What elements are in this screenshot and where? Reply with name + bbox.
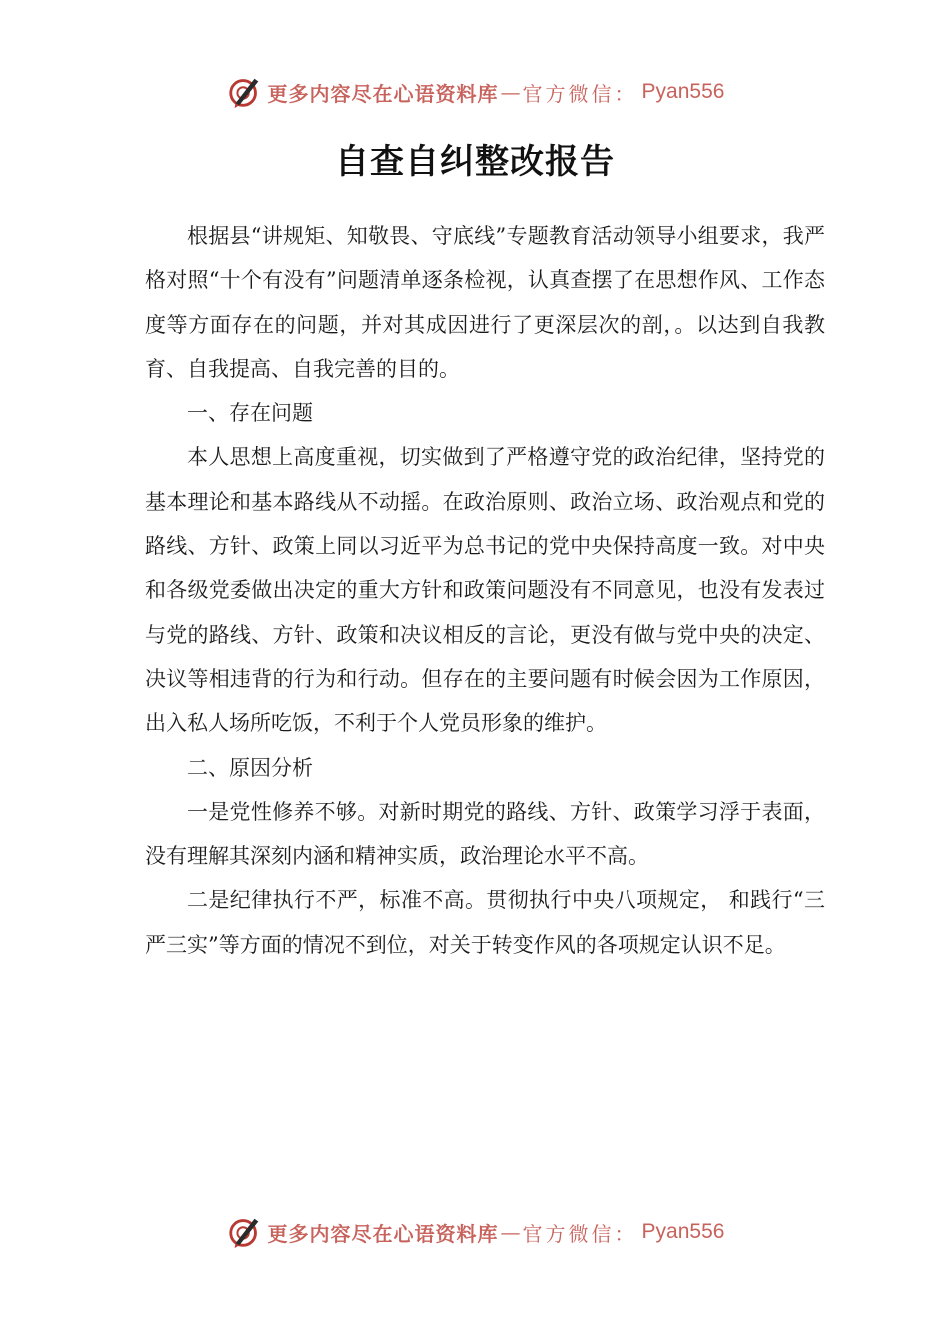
banner-wechat-label: 官方微信： bbox=[522, 81, 638, 106]
banner-brand: 更多内容尽在心语资料库 bbox=[267, 1221, 499, 1246]
footer-banner bbox=[0, 1210, 950, 1254]
pen-logo-icon bbox=[226, 73, 264, 111]
paragraph-cause-two: 二是纪律执行不严，标准不高。贯彻执行中央八项规定， 和践行“三严三实”等方面的情况不到位，对关于转变作风的各项规定认识不足。 bbox=[145, 888, 825, 957]
section-heading-causes: 二、原因分析 bbox=[187, 755, 313, 780]
banner-wechat-label: 官方微信： bbox=[522, 1221, 638, 1246]
banner-separator: — bbox=[500, 80, 521, 104]
document-body bbox=[145, 214, 825, 967]
document-title: 自查自纠整改报告 bbox=[335, 142, 615, 182]
paragraph-cause-one: 一是党性修养不够。对新时期党的路线、方针、政策学习浮于表面，没有理解其深刻内涵和精神实质，政治理论水平不高。 bbox=[145, 799, 825, 869]
banner-wechat-id: Pyan556 bbox=[641, 1220, 725, 1243]
paragraph-problems: 本人思想上高度重视，切实做到了严格遵守党的政治纪律，坚持党的基本理论和基本路线从不动摇。在政治原则、政治立场、政治观点和党的路线、方针、政策上同以习近平为总书记的党中央保持高度一致。对中央和各级党委做出决定的重大方针和政策问题没有不同意见，也没有发表过与党的路线、方针、政策和决议相反的言论，更没有做与党中央的决定、决议等相违背的行为和行动。但存在的主要问题有时候会因为工作原因，出入私人场所吃饭，不利于个人党员形象的维护。 bbox=[145, 445, 825, 736]
header-banner bbox=[0, 70, 950, 114]
banner-separator: — bbox=[500, 1220, 521, 1244]
pen-logo-icon bbox=[226, 1213, 264, 1251]
paragraph-intro: 根据县“讲规矩、知敬畏、守底线”专题教育活动领导小组要求，我严格对照“十个有没有”问题清单逐条检视，认真查摆了在思想作风、工作态度等方面存在的问题，并对其成因进行了更深层次的剖，。以达到自我教育、自我提高、自我完善的目的。 bbox=[145, 224, 825, 381]
section-heading-problems: 一、存在问题 bbox=[187, 401, 313, 426]
banner-brand: 更多内容尽在心语资料库 bbox=[267, 81, 499, 106]
banner-wechat-id: Pyan556 bbox=[641, 80, 725, 103]
